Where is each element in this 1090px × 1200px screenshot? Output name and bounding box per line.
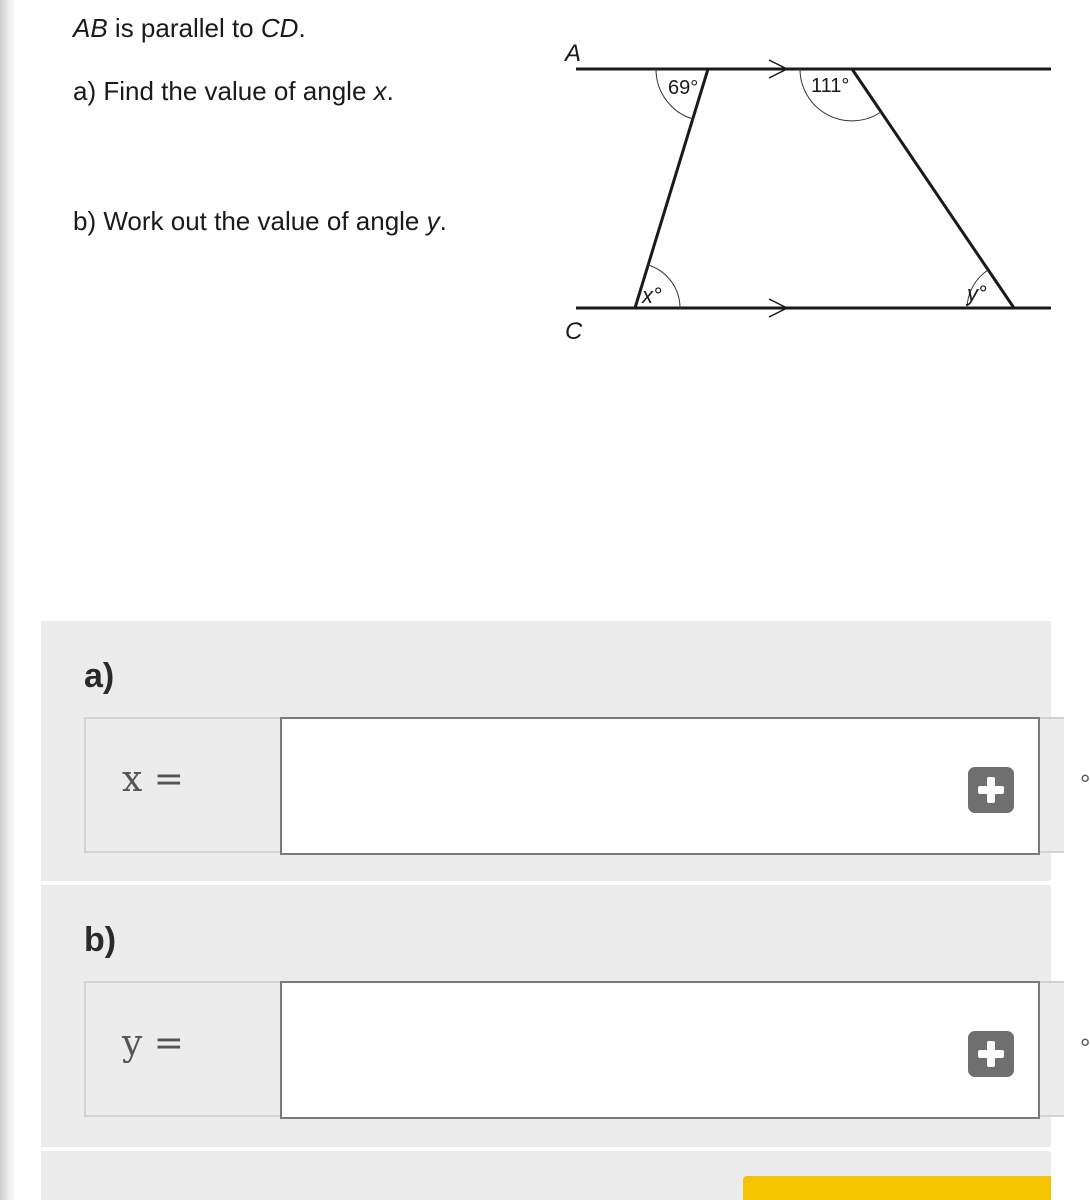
part-a-period: . <box>386 76 394 106</box>
part-b-text: b) Work out the value of angle <box>73 206 427 236</box>
intro-period: . <box>298 13 306 43</box>
intro-text: is parallel to <box>107 13 261 43</box>
answer-input-x[interactable] <box>280 717 1040 855</box>
answer-row-a <box>84 717 1090 853</box>
submit-button[interactable] <box>743 1176 1051 1200</box>
answer-row-b <box>84 981 1090 1117</box>
part-a-text: a) Find the value of angle <box>73 76 374 106</box>
answer-section-a <box>41 621 1090 881</box>
answer-section-b <box>41 885 1090 1147</box>
part-b-label: b) <box>84 921 117 959</box>
part-a-label: a) <box>84 657 115 695</box>
point-c-label: C <box>565 318 583 345</box>
question-part-b <box>73 206 447 236</box>
segment-ab: AB <box>73 13 108 43</box>
question-part-a <box>73 76 394 106</box>
part-b-period: . <box>439 206 447 236</box>
part-b-variable: y <box>426 206 440 236</box>
left-edge-shadow <box>0 0 14 1200</box>
point-a-label: A <box>565 40 582 67</box>
plus-icon[interactable] <box>968 1031 1014 1077</box>
angle-y-label: y° <box>967 281 987 306</box>
part-a-variable: x <box>373 76 387 106</box>
variable-y-label: y = <box>122 1023 184 1064</box>
angle-x-label: x° <box>642 283 662 308</box>
transversal-right <box>852 69 1014 308</box>
segment-cd: CD <box>260 13 299 43</box>
angle-111-label: 111° <box>811 75 850 97</box>
variable-x-label: x = <box>122 759 184 800</box>
degree-unit-b: ° <box>1080 1033 1090 1063</box>
diagram-svg <box>555 30 1051 350</box>
degree-unit-a: ° <box>1080 769 1090 799</box>
transversal-left <box>635 69 708 308</box>
question-intro <box>73 13 306 43</box>
plus-icon[interactable] <box>968 767 1014 813</box>
geometry-diagram <box>555 30 1051 350</box>
answer-input-y[interactable] <box>280 981 1040 1119</box>
angle-69-label: 69° <box>668 77 699 99</box>
